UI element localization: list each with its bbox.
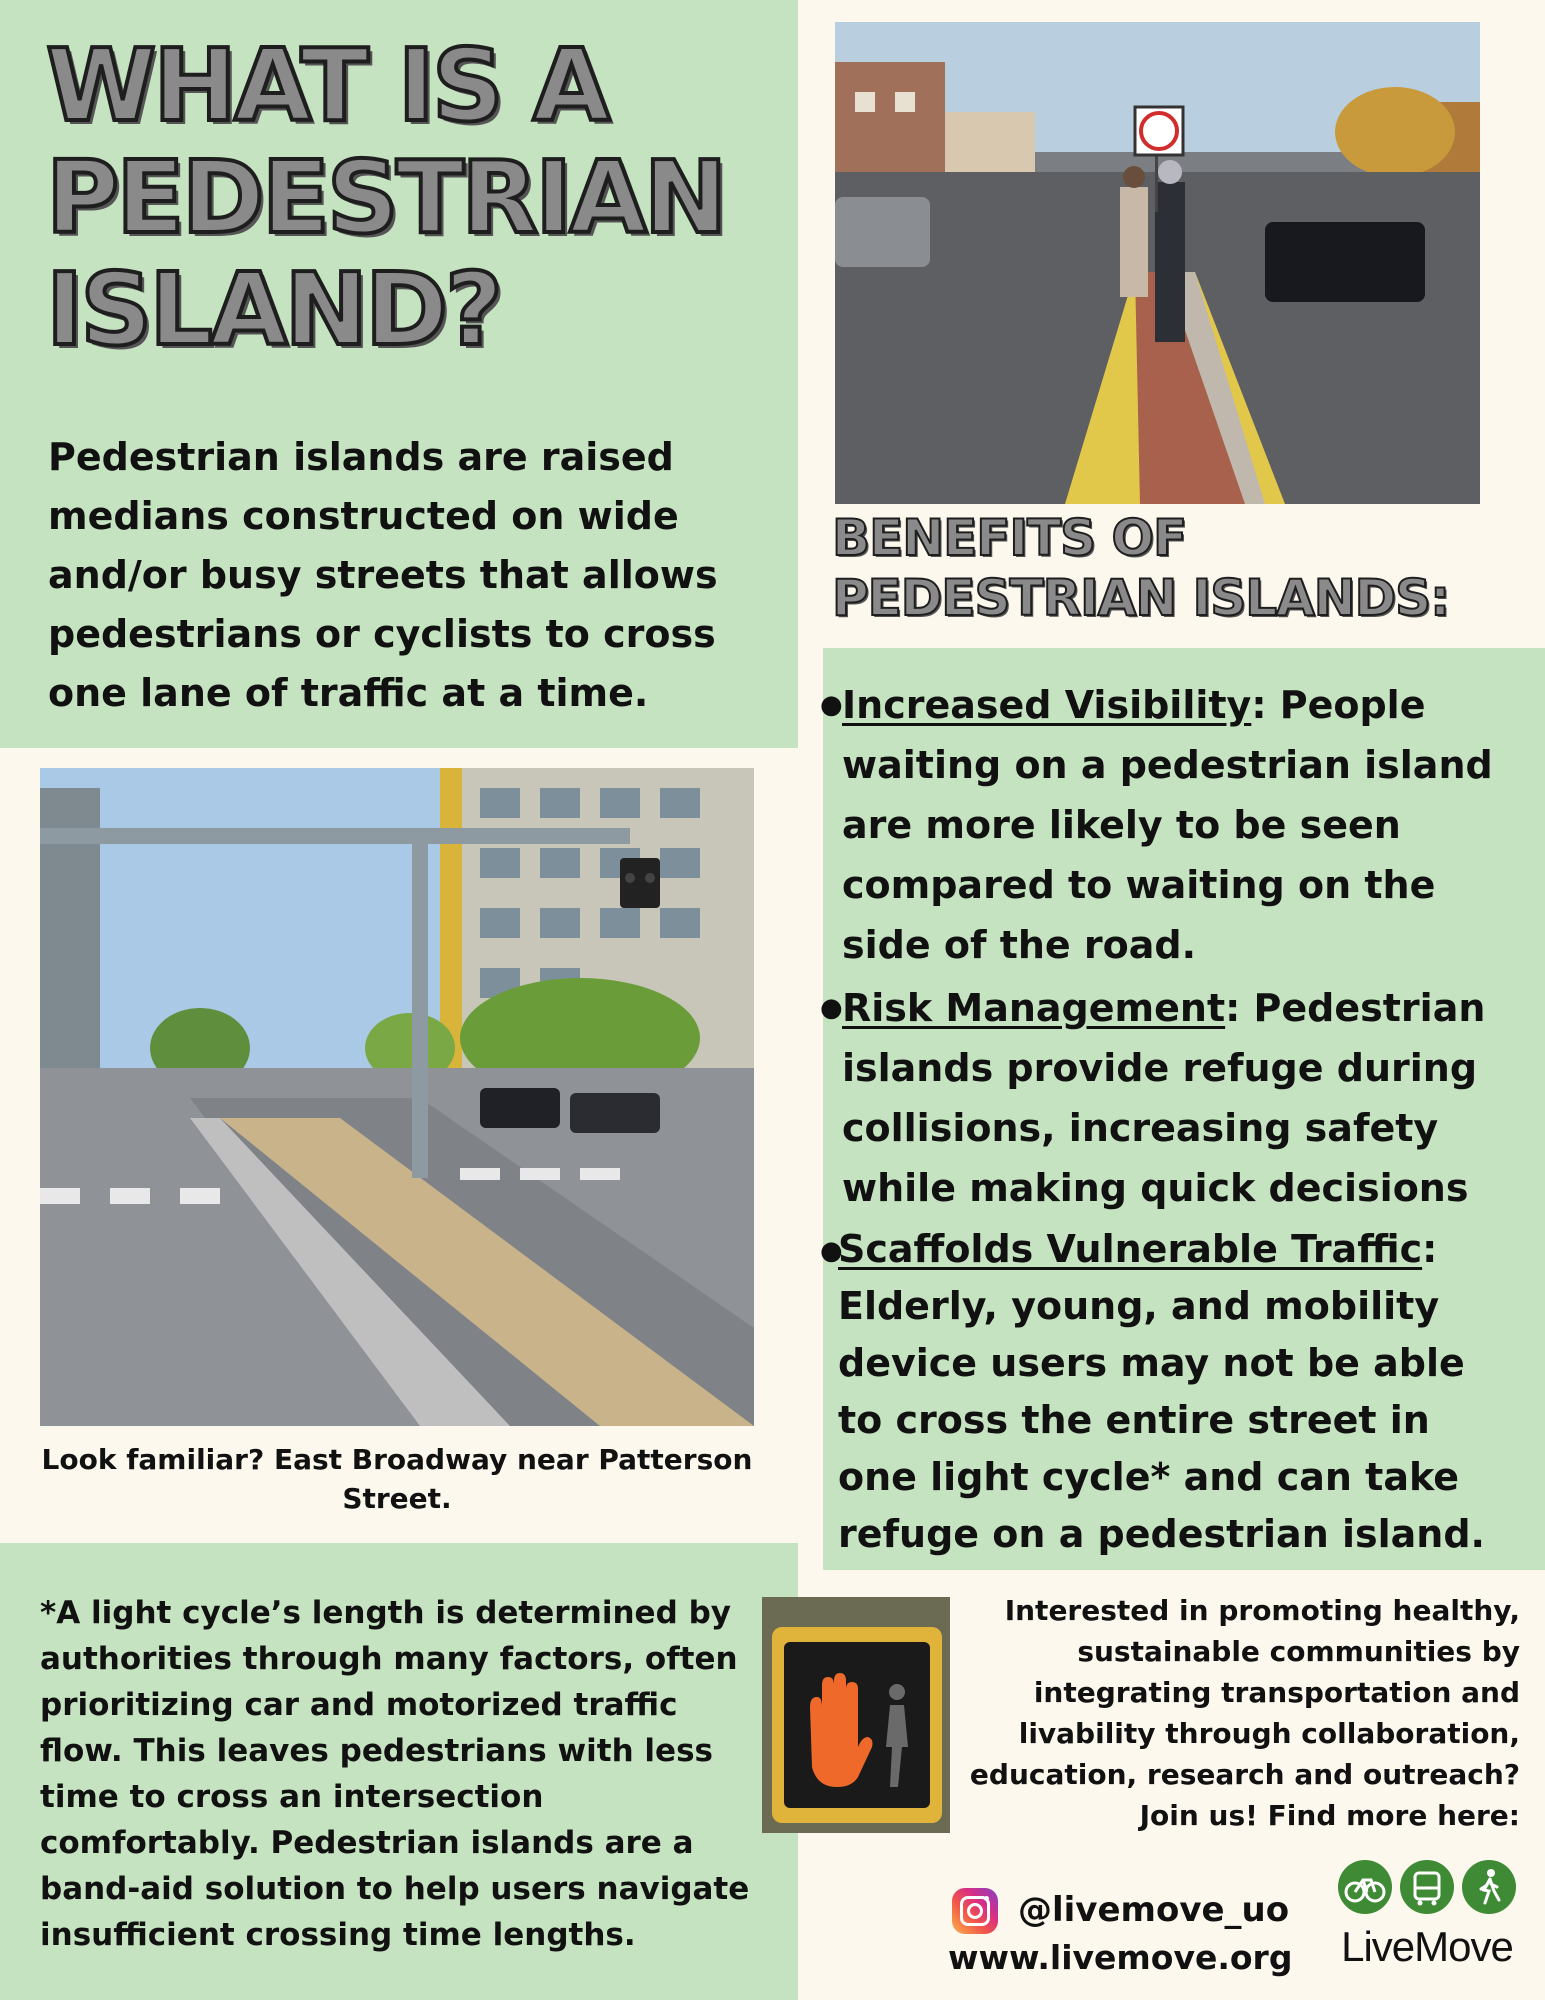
street-photo-illustration xyxy=(40,768,754,1426)
benefit-term: Risk Management xyxy=(842,986,1226,1030)
light-cycle-footnote: *A light cycle’s length is determined by authorities through many factors, often prioritizing car and motorized traffic flow. This leaves pedestrians with less time to cross an intersection comfortably. Pedestrian islands are a band-aid solution to help users navigate insufficient crossing time lengths. xyxy=(40,1595,750,1953)
benefits-heading: BENEFITS OF PEDESTRIAN ISLANDS: xyxy=(832,509,1450,627)
intro-paragraph: Pedestrian islands are raised medians constructed on wide and/or busy streets that allows pedestrians or cyclists to cross one lane of traffic at a time. xyxy=(48,435,718,715)
pedestrian-signal-photo xyxy=(762,1597,950,1833)
benefit-text: : People waiting on a pedestrian island are more likely to be seen compared to waiting on the side of the road. xyxy=(842,683,1493,967)
benefit-term: Increased Visibility xyxy=(842,683,1252,727)
bus-icon xyxy=(1400,1860,1454,1914)
page-title: WHAT IS A PEDESTRIAN ISLAND? xyxy=(46,27,725,368)
benefit-text: : Pedestrian islands provide refuge during collisions, increasing safety while making quick decisions xyxy=(842,986,1486,1210)
website-link[interactable]: www.livemove.org xyxy=(948,1938,1293,1977)
call-to-action: Interested in promoting healthy, sustainable communities by integrating transportation and livability through collaboration, education, research and outreach? Join us! Find more here: xyxy=(969,1594,1520,1832)
photo-caption: Look familiar? East Broadway near Patterson Street. xyxy=(41,1443,753,1515)
benefit-term: Scaffolds Vulnerable Traffic xyxy=(838,1227,1423,1271)
bullet-icon: ● xyxy=(820,993,843,1023)
instagram-icon[interactable] xyxy=(952,1888,998,1934)
instagram-row[interactable] xyxy=(948,1886,1288,1940)
stop-hand-signal-icon xyxy=(762,1597,950,1833)
benefit-body xyxy=(842,978,1522,1218)
livemove-logo xyxy=(1334,1860,1520,1980)
bullet-icon: ● xyxy=(820,690,843,720)
benefit-body xyxy=(842,675,1522,975)
benefit-text: : Elderly, young, and mobility device users may not be able to cross the entire street in one light cycle* and can take refuge on a pedestrian island. xyxy=(838,1227,1485,1556)
east-broadway-street-photo xyxy=(40,768,754,1426)
pedestrian-icon xyxy=(1462,1860,1516,1914)
bicycle-icon xyxy=(1338,1860,1392,1914)
bullet-icon: ● xyxy=(820,1236,843,1266)
instagram-handle[interactable]: @livemove_uo xyxy=(1018,1890,1290,1930)
benefit-body xyxy=(838,1221,1522,1563)
logo-wordmark: LiveMove xyxy=(1341,1923,1513,1970)
